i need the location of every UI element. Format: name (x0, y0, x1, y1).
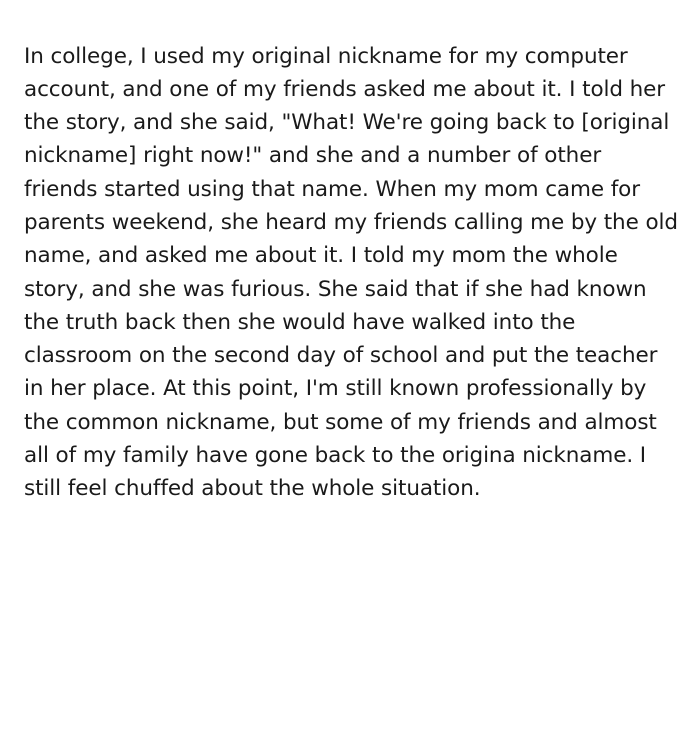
story-paragraph: In college, I used my original nickname for my computer account, and one of my friends asked me about it. I told her the story, and she said, "What! We're going back to [original nickname] right now!" and she and a number of other friends started using that name. When my mom came for parents weekend, she heard my friends calling me by the old name, and asked me about it. I told my mom the whole story, and she was furious. She said that if she had known the truth back then she would have walked into the classroom on the second day of school and put the teacher in her place. At this point, I'm still known professionally by the common nickname, but some of my friends and almost all of my family have gone back to the origina nickname. I still feel chuffed about the whole situation. (24, 43, 685, 502)
